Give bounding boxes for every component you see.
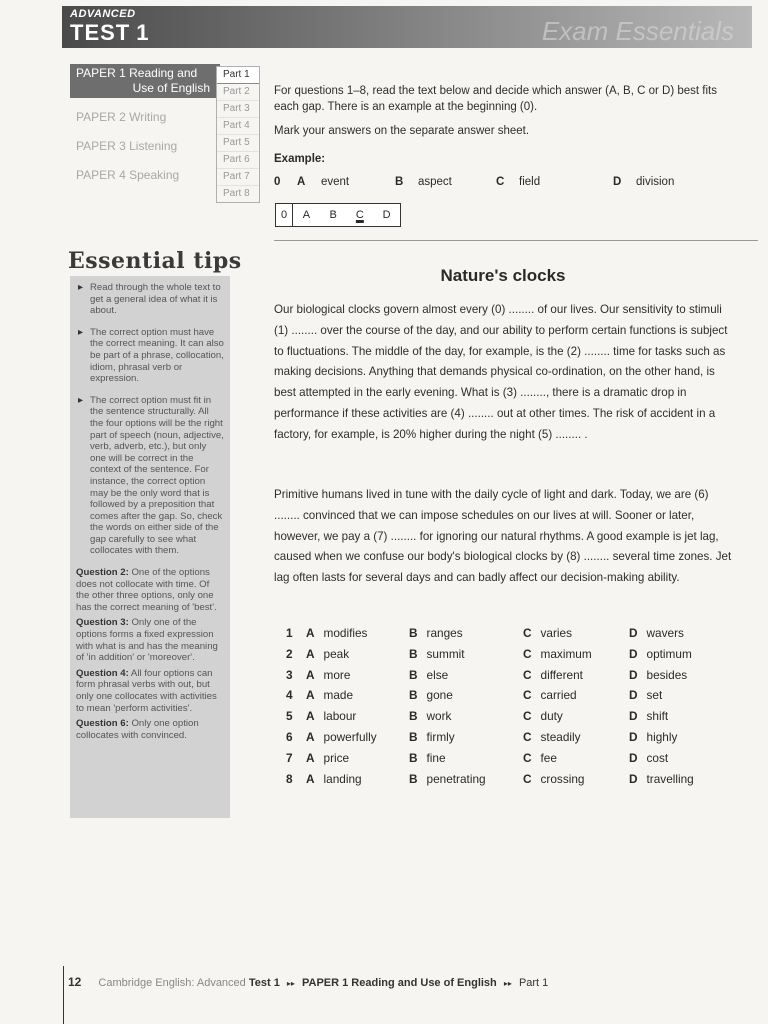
tips-title: Essential tips	[68, 248, 242, 274]
option-c-letter: C	[523, 688, 532, 703]
test-number: 1	[136, 20, 150, 45]
option-d	[629, 730, 677, 744]
option-c-text: different	[540, 667, 583, 682]
option-d-letter: D	[629, 729, 638, 744]
option-b-text: work	[426, 709, 452, 724]
option-d-letter: D	[629, 667, 638, 682]
q2-label: Question 2:	[76, 567, 129, 579]
part-3-item[interactable]: Part 3	[217, 101, 259, 118]
option-d-letter: D	[629, 688, 638, 703]
part-5-item[interactable]: Part 5	[217, 135, 259, 152]
option-b-letter: B	[409, 709, 418, 724]
example-label: Example:	[274, 153, 326, 165]
option-c	[523, 688, 577, 702]
option-a-text: price	[323, 750, 350, 765]
option-d-text: wavers	[646, 626, 684, 640]
option-a-letter: A	[306, 626, 315, 640]
example-letter-c: C	[496, 176, 505, 188]
option-a-text: powerfully	[323, 729, 377, 744]
option-b-letter: B	[409, 626, 418, 640]
option-d-text: travelling	[646, 771, 694, 786]
option-number: 8	[286, 771, 293, 786]
option-d	[629, 626, 684, 640]
option-b-letter: B	[409, 750, 418, 765]
arrow-icon: ▸▸	[503, 979, 512, 988]
q2-text: One of the options does not collocate with time. Of the other three options, only one has the correct meaning of 'best'.	[76, 567, 217, 613]
q3-text: Only one of the options forms a fixed expression with what is and has the meaning of 'in addition' or 'moreover'.	[76, 617, 218, 664]
answer-box-a: A	[302, 209, 311, 221]
option-a	[306, 626, 367, 640]
option-number: 1	[286, 626, 293, 640]
answer-sheet-note: Mark your answers on the separate answer sheet.	[274, 125, 530, 137]
part-1-item[interactable]: Part 1	[217, 67, 259, 84]
option-d	[629, 709, 668, 723]
footer-test: Test 1	[248, 977, 280, 989]
option-row	[286, 647, 746, 668]
option-a	[306, 730, 377, 744]
option-b-text: fine	[426, 750, 446, 765]
option-c-text: carried	[540, 688, 577, 703]
divider	[274, 240, 758, 241]
option-row	[286, 730, 746, 751]
paper-3-item[interactable]: PAPER 3 Listening	[76, 139, 178, 153]
option-d-text: set	[646, 688, 663, 703]
option-a-letter: A	[306, 646, 315, 661]
option-d	[629, 688, 662, 702]
option-c-text: duty	[540, 709, 563, 724]
footer-book: Cambridge English: Advanced	[98, 977, 246, 989]
option-b-text: else	[426, 667, 449, 682]
option-d-text: besides	[646, 667, 688, 682]
option-b-text: summit	[426, 646, 465, 661]
option-a	[306, 668, 350, 682]
part-6-item[interactable]: Part 6	[217, 152, 259, 169]
option-row	[286, 772, 746, 793]
test-word: TEST	[70, 20, 131, 45]
option-c-letter: C	[523, 729, 532, 744]
option-a-text: made	[323, 688, 354, 703]
paper-1-item[interactable]	[70, 64, 220, 98]
footer-rule	[63, 966, 64, 1024]
option-d-letter: D	[629, 750, 638, 765]
option-number: 4	[286, 688, 293, 703]
option-d	[629, 668, 687, 682]
option-number: 6	[286, 729, 293, 744]
option-b-letter: B	[409, 729, 418, 744]
paper-menu	[70, 64, 220, 185]
option-b	[409, 772, 486, 786]
footer-paper: PAPER 1 Reading and Use of English	[302, 977, 497, 989]
option-b	[409, 688, 453, 702]
example-number: 0	[274, 176, 281, 188]
options-table	[286, 626, 746, 792]
passage-paragraph-2: Primitive humans lived in tune with the daily cycle of light and dark. Today, we are (6) ........ convinced that we can impose schedules on our lives at will. Sooner or later, however, we pay a (7) ........ for ignoring our natural rhythms. A good example is jet lag, caused when we confuse our body's biological clocks by (8) ........ several time zones. Jet lag often lasts for several days and can badly affect our decision-making ability.	[274, 488, 732, 585]
option-a-text: labour	[323, 709, 357, 724]
option-number: 3	[286, 667, 293, 682]
option-c-text: varies	[540, 626, 572, 640]
option-c-letter: C	[523, 709, 532, 724]
option-b-text: ranges	[426, 626, 463, 640]
option-c-letter: C	[523, 626, 532, 640]
option-b-text: firmly	[426, 729, 455, 744]
option-c-text: fee	[540, 750, 557, 765]
option-d-text: highly	[646, 729, 678, 744]
option-row	[286, 751, 746, 772]
option-b	[409, 709, 451, 723]
option-b-text: penetrating	[426, 771, 486, 786]
instructions-text: For questions 1–8, read the text below and decide which answer (A, B, C or D) best fits each gap. There is an example at the beginning (0).	[274, 85, 717, 113]
option-d-letter: D	[629, 626, 638, 640]
option-number: 5	[286, 709, 293, 724]
page-number: 12	[68, 975, 82, 989]
paper-4-item[interactable]: PAPER 4 Speaking	[76, 168, 180, 182]
series-label: ADVANCED	[70, 8, 136, 20]
option-a	[306, 688, 353, 702]
q6-label: Question 6:	[76, 718, 129, 730]
option-d	[629, 772, 694, 786]
example-answer-box	[275, 203, 401, 227]
option-d	[629, 647, 692, 661]
footer-part: Part 1	[518, 977, 549, 989]
q4-text: All four options can form phrasal verbs with out, but only one collocates with activities to mean 'perform activities'.	[76, 667, 217, 714]
option-c-text: crossing	[540, 771, 585, 786]
option-a-text: modifies	[323, 626, 368, 640]
option-b	[409, 730, 455, 744]
banner-text: Exam Essentials	[541, 16, 734, 46]
option-a	[306, 751, 349, 765]
option-d-text: shift	[646, 709, 669, 724]
option-c	[523, 647, 592, 661]
option-a-letter: A	[306, 771, 315, 786]
option-a-letter: A	[306, 709, 315, 724]
option-b-text: gone	[426, 688, 453, 703]
option-c	[523, 772, 584, 786]
option-c	[523, 668, 583, 682]
parts-list	[216, 66, 260, 203]
option-d-text: optimum	[646, 646, 692, 661]
option-b-letter: B	[409, 688, 418, 703]
option-d-letter: D	[629, 646, 638, 661]
option-a-letter: A	[306, 667, 315, 682]
option-b-letter: B	[409, 646, 418, 661]
part-4-item[interactable]: Part 4	[217, 118, 259, 135]
example-option-b: aspect	[418, 176, 452, 188]
option-c	[523, 626, 572, 640]
example-letter-b: B	[395, 176, 404, 188]
option-d-letter: D	[629, 771, 638, 786]
answer-box-number: 0	[276, 204, 293, 226]
tip-3: ▸ The correct option must fit in the sentence structurally. All the four options will be the right part of speech (noun, adjective, verb, adverb, etc.), but only one will be correct in the context of the sentence. For instance, the correct option may be the only word that is followed by a preposition that comes after the gap. So, check the words on either side of the gap carefully to see what collocates with them.	[76, 395, 224, 557]
q6-text: Only one option collocates with convinced.	[76, 718, 199, 741]
paper-1-line2: Use of English	[132, 81, 210, 95]
part-2-item[interactable]: Part 2	[217, 84, 259, 101]
answer-box-c: C	[355, 209, 364, 221]
option-d-letter: D	[629, 709, 638, 724]
option-c-letter: C	[523, 750, 532, 765]
instructions	[274, 83, 732, 147]
option-b	[409, 751, 446, 765]
option-a-text: more	[323, 667, 351, 682]
tip-question-3	[76, 617, 224, 663]
tip-2: ▸ The correct option must have the correct meaning. It can also be part of a phrase, collocation, idiom, phrasal verb or expression.	[76, 327, 224, 385]
option-b	[409, 668, 448, 682]
option-b	[409, 626, 463, 640]
option-c-letter: C	[523, 771, 532, 786]
q3-label: Question 3:	[76, 617, 129, 629]
option-row	[286, 688, 746, 709]
option-c-letter: C	[523, 667, 532, 682]
option-row	[286, 709, 746, 730]
test-title	[70, 20, 149, 46]
arrow-icon: ▸▸	[286, 979, 295, 988]
option-d	[629, 751, 668, 765]
answer-box-b: B	[329, 209, 337, 221]
option-c	[523, 709, 563, 723]
option-a	[306, 647, 349, 661]
option-a	[306, 709, 356, 723]
example-option-a: event	[321, 176, 350, 188]
tip-1: ▸ Read through the whole text to get a general idea of what it is about.	[76, 282, 224, 317]
option-row	[286, 668, 746, 689]
passage-paragraph-1: Our biological clocks govern almost every (0) ........ of our lives. Our sensitivity to stimuli (1) ........ over the course of the day, and our ability to perform certain functions is subject to fluctuations. The middle of the day, for example, is the (2) ........ time for tasks such as making decisions. Anything that demands physical co-ordination, on the other hand, is best attempted in the early evening. What is (3) ........, there is a dramatic drop in performance if these activities are (4) ........ out at other times. The risk of accident in a factory, for example, is 20% higher during the night (5) ........ .	[274, 303, 728, 441]
option-c-text: steadily	[540, 729, 581, 744]
example-option-d: division	[636, 176, 675, 188]
example-letter-a: A	[297, 176, 306, 188]
part-7-item[interactable]: Part 7	[217, 169, 259, 186]
answer-box-d: D	[382, 209, 391, 221]
q4-label: Question 4:	[76, 667, 129, 679]
option-d-text: cost	[646, 750, 669, 765]
option-a-letter: A	[306, 688, 315, 703]
option-number: 7	[286, 750, 293, 765]
option-a	[306, 772, 362, 786]
paper-1-line1: PAPER 1 Reading and	[76, 66, 198, 80]
option-a-text: peak	[323, 646, 350, 661]
tip-question-2	[76, 567, 224, 613]
page-footer	[68, 975, 548, 989]
paper-2-item[interactable]: PAPER 2 Writing	[76, 110, 167, 124]
option-c-letter: C	[523, 646, 532, 661]
part-8-item[interactable]: Part 8	[223, 188, 250, 199]
header-banner	[62, 6, 752, 48]
example-letter-d: D	[613, 176, 622, 188]
option-c	[523, 730, 581, 744]
tips-panel	[70, 276, 230, 818]
example-option-c: field	[519, 176, 541, 188]
option-number: 2	[286, 646, 293, 661]
option-a-letter: A	[306, 729, 315, 744]
passage-title: Nature's clocks	[440, 266, 566, 285]
option-b	[409, 647, 465, 661]
tip-question-4	[76, 668, 224, 714]
option-b-letter: B	[409, 771, 418, 786]
option-c	[523, 751, 557, 765]
option-b-letter: B	[409, 667, 418, 682]
option-a-letter: A	[306, 750, 315, 765]
option-row	[286, 626, 746, 647]
tip-question-6	[76, 718, 224, 741]
option-a-text: landing	[323, 771, 362, 786]
option-c-text: maximum	[540, 646, 592, 661]
